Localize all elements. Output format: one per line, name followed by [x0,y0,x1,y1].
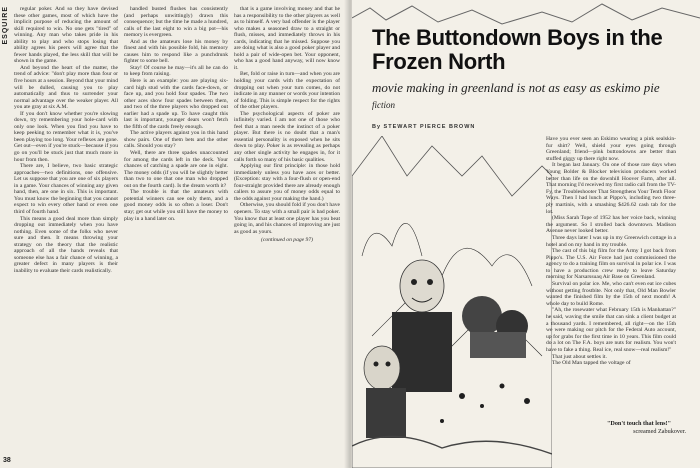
paragraph: And as the amateurs lose his money by finest and with his possible fold, his memory causes him to respond like a punchdrunk fighter to some bell. [124,38,228,65]
paragraph: The Old Man tapped the voltage of [552,360,631,367]
paragraph: that is a game involving money and that he has a responsibility to the other players as well as to himself. A very bad offender is the player who makes a seasoned draw to a straight or flush, misses, and immediately throws in his cards, indicating that he missed. Suppose you are doing what is also a good poker player and hold a pair of wide-open bet. Your opponent, who has a good hand anyway, will now know it. [234,6,340,71]
paragraph: Well, there are three spades unaccounted for among the cards left in the deck. Your chances of catching a spade are one in eight. The money odds (if you will be slightly better than two to one that one man who dropped out on the fourth card). Is the dream worth it? [124,150,228,189]
paragraph: handled busted flushes has consistently (and perhaps unwittingly) drawn this consequence; but the time he made a hundred, calls of the last eight to win a big pot—his memory is evergreen. [124,6,228,39]
caption-attribution: screamed Zabukover. [633,428,686,435]
paragraph: There are, I believe, two basic strategic approaches—two definitions, one offensive. Let us suppose that you are one of six players in a game. Your chances of winning any given hand, then, are one in six. This is important. You must know the beginning that you cannot expect to win every other hand or even one third of fourth hand. [14,163,118,215]
paragraph: Bet, fold or raise in turn—and when you are holding your cards with the expectation of dropping out when your turn comes, do not indicate in any manner or words your intention of folding. This is simple respect for the rights of the other players. [234,71,340,111]
paragraph: Otherwise, you should fold if you don't have openers. To stay with a small pair is bad poker. You know that at least one player has you beat going in, and his chances of improving are just as good as yours. [234,202,340,235]
page-number: 38 [3,457,11,464]
right-page [352,0,700,468]
paragraph: The psychological aspects of poker are infinitely varied. I am not one of those who feel that a man needs the instinct of a poker player. But there is no doubt that a man's essential personality is exposed when he sits down to play. Poker is as revealing as perhaps any other single activity he engages in, for it calls forth so many of his basic qualities. [234,110,340,163]
paragraph: It began last January. On one of those rare days when Young Bolder & Blocker television producers worked better than life on the downhill Hoover Farm, after all. That morning I'd received my first radio call from the TV-Fy, the Troubleshooter That Strengthens Your Tenth Floor Ways. Then I had lunch at Pippo's, including two three-ply martinis, with a smashing $426.62 cash tab for the lot. [546,162,676,215]
paragraph: And beyond the heart of the matter, the trend of advice: "don't play more than four or five hours at a session. Beyond that your mind will be dulled, causing you to play automatically and thus to surrender your normal advantage over the weaker player. All you ate gray at six A.M. [14,64,118,111]
paragraph: Have you ever seen an Eskimo wearing a pink sealskin-fur shirt? Well, shield your eyes going through Greenland; friend—pink buttondowns are better than stuffed giggy up there right now. [546,136,676,162]
text-column-3 [234,6,340,244]
paragraph: The cast of this big film for the Army I got back from Pippo's. The U.S. Air Force had just commissioned the agency to do a training film on survival in polar ice. I was to have a production crew ready to leave Saturday morning for Narsarssuaq Air Base on Greenland. [546,248,676,281]
paragraph: That just about settles it. [552,353,607,360]
paragraph: Three days later I was up in my Greenwich cottage in a hotel and on my hand in my trouble. [546,234,676,248]
caption-quote: "Don't touch that lens!" [606,420,672,427]
paragraph: Here is an example: you are playing six-card high stud with the cards face-down, or face up, and you hold four spades. The two other aces show four spades between them, and two of the three players who dropped out earlier had a spade up. To have caught this last is important, younger dears won't fetch the fifth of the cards freely enough. [124,78,228,130]
subtitle-text: movie making in greenland is not as easy as eskimo pie [372,80,660,95]
article-body [546,136,676,367]
running-head: ESQUIRE [2,6,9,45]
paragraph: "Ah, the rosewater what February 15th is Manhattan?" he said, waving the smile that can sink a client budget at a thousand yards. I remembered, all right—on the 15th we were making our pitch for the Federal Auto account, up for grabs for the first time in 10 years. This film could do a lot on The F.A. boys are nuts for realism. You won't have to fake a thing. Real ice, real snow—real realism!" [546,307,676,353]
byline: By STEWART PIERCE BROWN [372,124,476,130]
eskimo-film-crew-illustration [352,136,552,468]
text-column-1 [14,6,118,274]
paragraph: regular poker. And so they have devised these other games, most of which have the implicit purpose of reducing the amount of skill required to win. No one gets "tired" of winning. Any man who takes pride in his ability to play and who stops losing that ability agrees his peers will agree that the fewer hands played, the less skill that will be shown in the game. [14,6,118,65]
mountain-sketch [352,0,700,26]
article-title: The Buttondown Boys in the Frozen North [372,25,663,74]
paragraph: The trouble is that the amateurs with potential winners can see only them, and a good money odds is so often a loser. Don't stay; get out while you still have the money to play in a hand later on. [124,189,228,222]
continued-note: (continued on page 97) [260,237,314,244]
illustration-caption [584,420,694,436]
article-subtitle [372,80,692,113]
paragraph: Stay! Of course he may—it's all he can do to keep from raising. [124,64,228,78]
paragraph: If you don't know whether you're slowing down, try remembering your hole-card with only one look. When you find you have to keep peeking to remember what it is, you've been playing too long. Your reflexes are gone. Get out—even if you're stuck—because if you go on you'll be stuck just that much more in hour from then. [14,110,118,163]
paragraph: (Miss Sarah Tope of 1952 has her voice back, winning the argument. So I strolled back downtown. Madison Avenue never looked better. [546,215,676,235]
paragraph: Survival on polar ice. Me, who can't even eat ice cubes without getting frostbite. Not only that, Old Man Bowler wanted the finished film by the 15th of next month! A whole day to build Rome. [546,281,676,307]
paragraph: This means a good deal more than simply dropping out immediately when you have nothing. Even some of the folks who never sure and then. It means throwing your strategy on the theory that the realistic approach of all the hands reveals that someone else has a fair chance of winning, a greater defect in many players is their inability to evaluate their cards realistically. [14,215,118,274]
paragraph: The active players against you in this hand show pairs. One of them bets and the other calls. Should you stay? [124,130,228,150]
text-column-2 [124,6,228,222]
paragraph: Applying our first principle: in those hold immediately unless you have aces or better. (Exception: stay with a four-flush or open-end four-straight provided there are already enough callers to assure you of money odds equal to the odds against your making the hand.) [234,163,340,202]
kicker: fiction [372,100,395,110]
